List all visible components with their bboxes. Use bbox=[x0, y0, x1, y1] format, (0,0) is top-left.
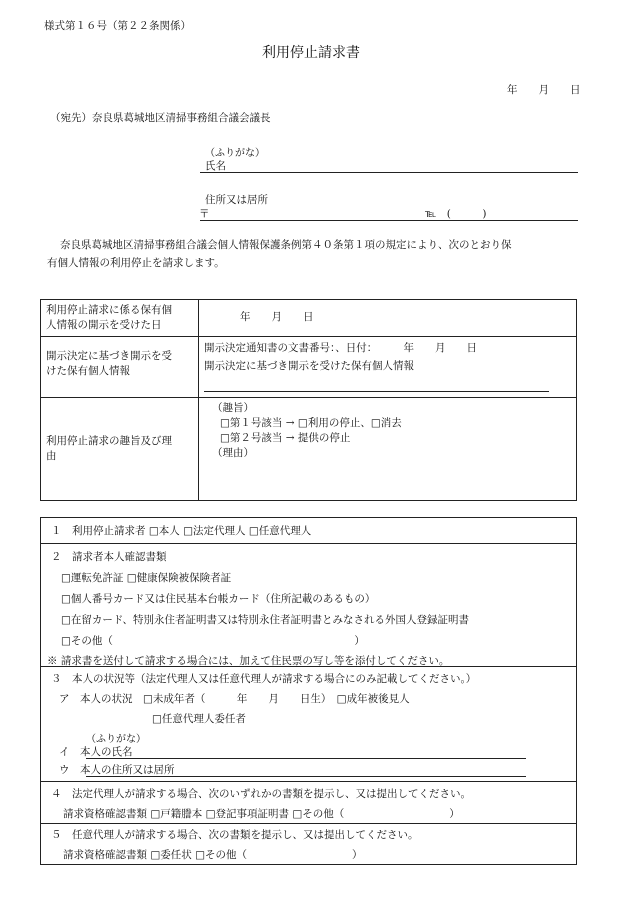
principal-furigana-label: （ふりがな） bbox=[86, 734, 146, 745]
voluntary-agent-docs[interactable]: 請求資格確認書類 □委任状 □その他（ ） bbox=[63, 849, 363, 861]
purpose-option-2[interactable]: □第２号該当 → 提供の停止 bbox=[220, 432, 351, 444]
divider-2 bbox=[41, 666, 576, 667]
section-5-heading: ５ 任意代理人が請求する場合、次の書類を提示し、又は提出してください。 bbox=[51, 829, 419, 841]
reason-heading: （理由） bbox=[212, 447, 254, 459]
section-1-requester-type[interactable]: １ 利用停止請求者 □本人 □法定代理人 □任意代理人 bbox=[51, 525, 312, 537]
id-doc-item-3[interactable]: □在留カード、特別永住者証明書又は特別永住者証明書とみなされる外国人登録証明書 bbox=[61, 614, 469, 626]
principal-status-line-1[interactable]: ア 本人の状況 □未成年者（ 年 月 日生） □成年被後見人 bbox=[59, 693, 410, 705]
disclosed-date-cell[interactable] bbox=[199, 300, 577, 337]
legal-agent-docs[interactable]: 請求資格確認書類 □戸籍謄本 □登記事項証明書 □その他（ ） bbox=[63, 808, 460, 820]
date-line: 年 月 日 bbox=[507, 84, 581, 96]
principal-name-label: イ 本人の氏名 bbox=[59, 746, 133, 758]
purpose-option-1[interactable]: □第１号該当 → □利用の停止、□消去 bbox=[220, 417, 402, 429]
request-detail-table bbox=[40, 299, 577, 501]
name-field[interactable] bbox=[200, 172, 578, 173]
disclosed-date-label: 利用停止請求に係る保有個 人情報の開示を受けた日 bbox=[41, 300, 199, 337]
principal-name-field[interactable] bbox=[86, 758, 526, 759]
tel-label: ℡ ( ) bbox=[425, 208, 487, 220]
disclosed-date-value: 年 月 日 bbox=[240, 311, 314, 323]
page-title: 利用停止請求書 bbox=[262, 45, 360, 61]
postal-mark: 〒 bbox=[199, 208, 210, 220]
purpose-heading: （趣旨） bbox=[212, 402, 254, 414]
id-doc-item-1[interactable]: □運転免許証 □健康保険被保険者証 bbox=[61, 572, 232, 584]
id-doc-item-2[interactable]: □個人番号カード又は住民基本台帳カード（住所記載のあるもの） bbox=[61, 593, 376, 605]
addressee: （宛先）奈良県葛城地区清掃事務組合議会議長 bbox=[50, 112, 271, 124]
id-doc-item-other[interactable]: □その他（ ） bbox=[61, 635, 365, 647]
intro-line-2: 有個人情報の利用停止を請求します。 bbox=[47, 257, 225, 269]
requester-info-box bbox=[40, 517, 577, 865]
principal-address-field[interactable] bbox=[86, 776, 526, 777]
address-label: 住所又は居所 bbox=[205, 194, 268, 206]
section-4-heading: ４ 法定代理人が請求する場合、次のいずれかの書類を提示し、又は提出してください。 bbox=[51, 788, 471, 800]
purpose-reason-cell[interactable] bbox=[199, 398, 577, 501]
furigana-label: （ふりがな） bbox=[205, 148, 265, 159]
principal-address-label: ウ 本人の住所又は居所 bbox=[59, 764, 175, 776]
divider-1 bbox=[41, 543, 576, 544]
disclosed-info-line: 開示決定に基づき開示を受けた保有個人情報 bbox=[204, 360, 414, 372]
notice-number-line: 開示決定通知書の文書番号：、日付： 年 月 日 bbox=[204, 342, 477, 354]
form-number: 様式第１６号（第２２条関係） bbox=[44, 20, 191, 32]
purpose-reason-label: 利用停止請求の趣旨及び理 由 bbox=[41, 398, 199, 501]
disclosed-info-cell[interactable] bbox=[199, 337, 577, 398]
disclosed-info-underline bbox=[204, 391, 549, 392]
section-2-heading: ２ 請求者本人確認書類 bbox=[51, 551, 167, 563]
section-2-note: ※ 請求書を送付して請求する場合には、加えて住民票の写し等を添付してください。 bbox=[47, 655, 450, 667]
divider-4 bbox=[41, 823, 576, 824]
name-label: 氏名 bbox=[205, 160, 226, 172]
principal-status-line-2[interactable]: □任意代理人委任者 bbox=[152, 713, 246, 725]
disclosed-info-label: 開示決定に基づき開示を受 けた保有個人情報 bbox=[41, 337, 199, 398]
address-field[interactable] bbox=[200, 220, 578, 221]
section-3-heading: ３ 本人の状況等（法定代理人又は任意代理人が請求する場合にのみ記載してください。） bbox=[51, 673, 477, 685]
divider-3 bbox=[41, 781, 576, 782]
intro-line-1: 奈良県葛城地区清掃事務組合議会個人情報保護条例第４０条第１項の規定により、次のとおり保 bbox=[60, 239, 512, 251]
